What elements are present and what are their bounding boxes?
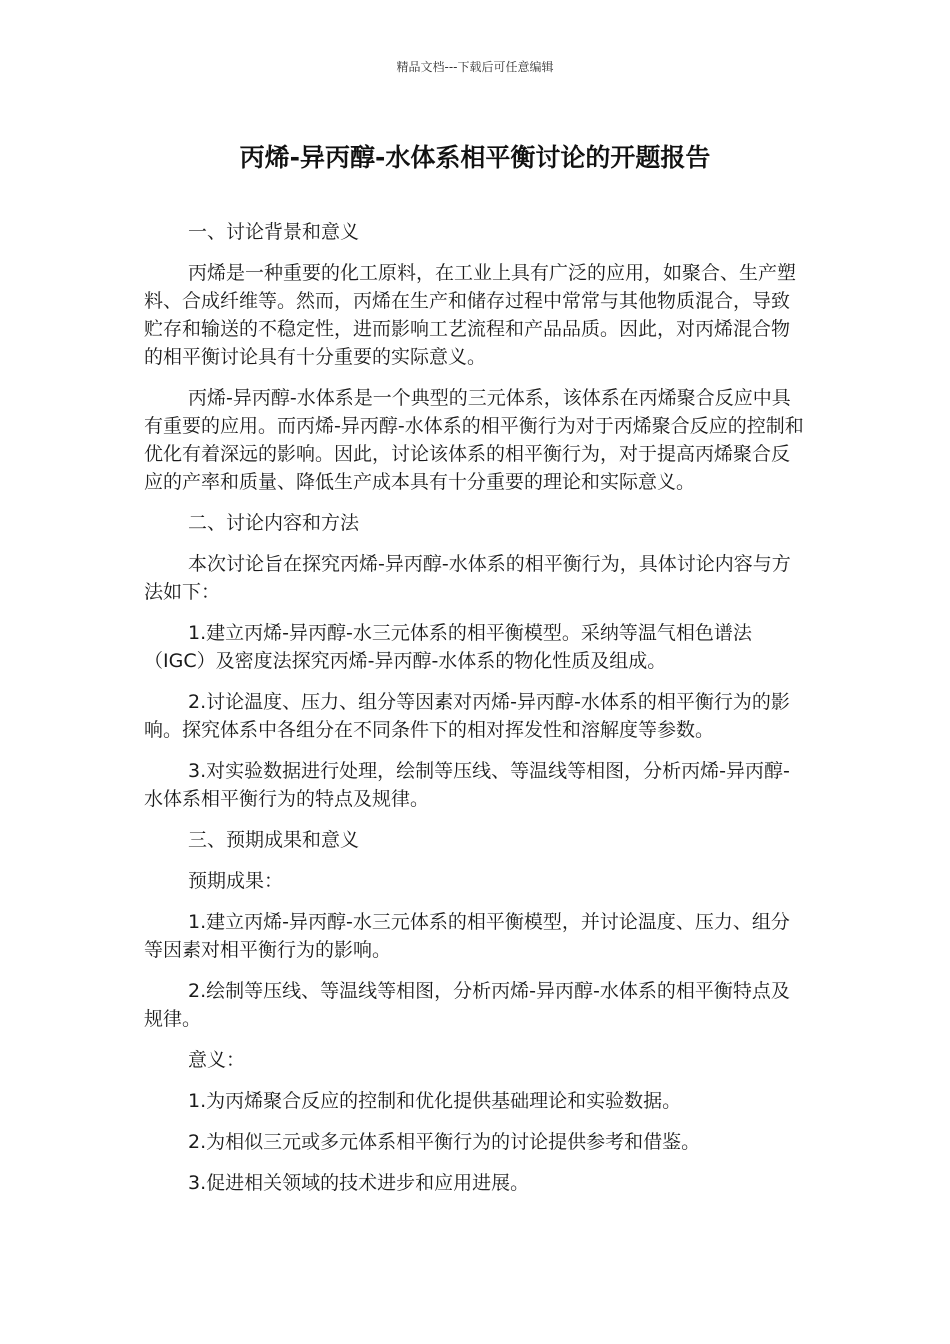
section-heading-content-method: 二、讨论内容和方法 (188, 512, 360, 534)
content-item-3: 3.对实验数据进行处理，绘制等压线、等温线等相图，分析丙烯-异丙醇-水体系相平衡行为的特点及规律。 (144, 760, 790, 810)
meaning-item-3: 3.促进相关领域的技术进步和应用进展。 (188, 1172, 530, 1194)
content-item-2: 2.讨论温度、压力、组分等因素对丙烯-异丙醇-水体系的相平衡行为的影响。探究体系中各组分在不同条件下的相对挥发性和溶解度等参数。 (144, 691, 790, 741)
paragraph-background-2: 丙烯-异丙醇-水体系是一个典型的三元体系，该体系在丙烯聚合反应中具有重要的应用。而丙烯-异丙醇-水体系的相平衡行为对于丙烯聚合反应的控制和优化有着深远的影响。因此，讨论该体系的相平衡行为，对于提高丙烯聚合反应的产率和质量、降低生产成本具有十分重要的理论和实际意义。 (144, 387, 804, 493)
section-heading-background: 一、讨论背景和意义 (188, 221, 360, 243)
meaning-item-2: 2.为相似三元或多元体系相平衡行为的讨论提供参考和借鉴。 (188, 1131, 701, 1153)
results-label: 预期成果： (188, 870, 284, 892)
result-item-1: 1.建立丙烯-异丙醇-水三元体系的相平衡模型，并讨论温度、压力、组分等因素对相平衡行为的影响。 (144, 911, 790, 961)
content-item-1: 1.建立丙烯-异丙醇-水三元体系的相平衡模型。采纳等温气相色谱法（IGC）及密度法探究丙烯-异丙醇-水体系的物化性质及组成。 (144, 622, 752, 672)
result-item-2: 2.绘制等压线、等温线等相图，分析丙烯-异丙醇-水体系的相平衡特点及规律。 (144, 980, 790, 1030)
section-heading-results: 三、预期成果和意义 (188, 829, 360, 851)
document-body (144, 218, 808, 1210)
meaning-label: 意义： (188, 1049, 246, 1071)
meaning-item-1: 1.为丙烯聚合反应的控制和优化提供基础理论和实验数据。 (188, 1090, 682, 1112)
paragraph-content-intro: 本次讨论旨在探究丙烯-异丙醇-水体系的相平衡行为，具体讨论内容与方法如下： (144, 553, 791, 603)
paragraph-background-1: 丙烯是一种重要的化工原料，在工业上具有广泛的应用，如聚合、生产塑料、合成纤维等。然而，丙烯在生产和储存过程中常常与其他物质混合，导致贮存和输送的不稳定性，进而影响工艺流程和产品品质。因此，对丙烯混合物的相平衡讨论具有十分重要的实际意义。 (144, 262, 797, 368)
document-title: 丙烯-异丙醇-水体系相平衡讨论的开题报告 (239, 143, 711, 172)
page-header-note: 精品文档---下载后可任意编辑 (396, 60, 554, 74)
